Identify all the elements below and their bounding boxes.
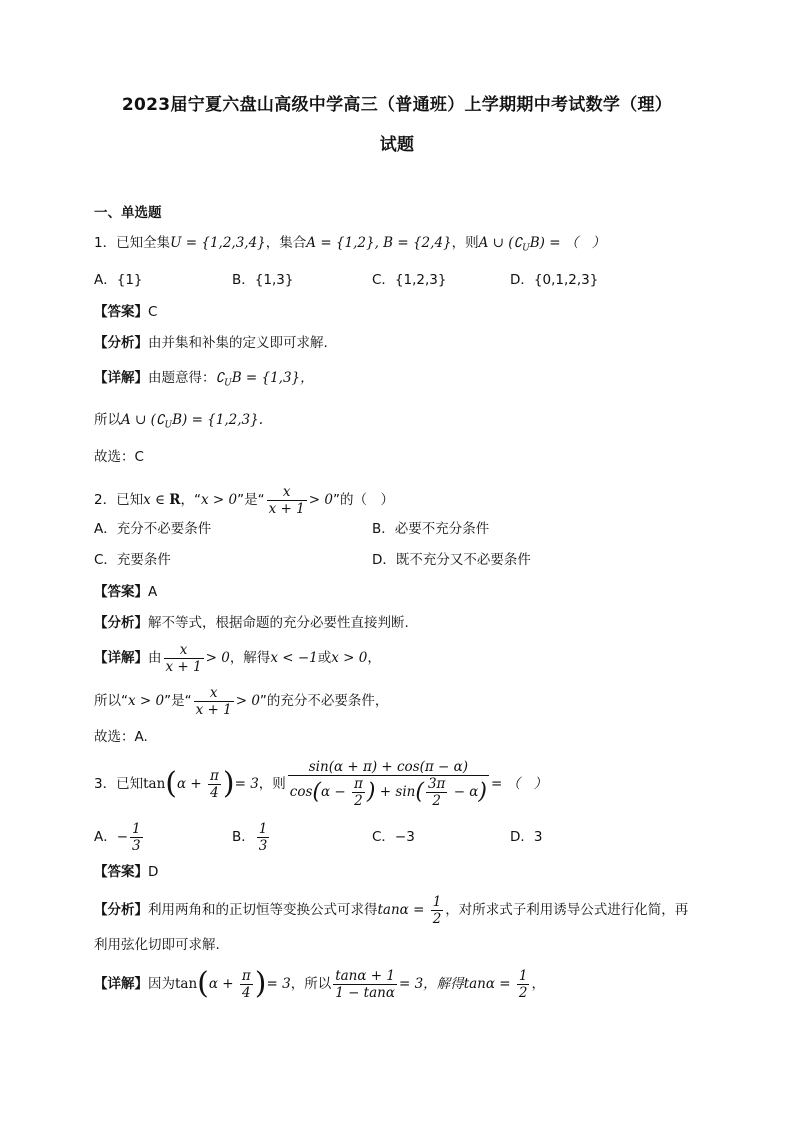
q1-choose: 故选：C (94, 449, 144, 465)
q2-option-a: A．充分不必要条件 (94, 521, 212, 537)
section-heading: 一、单选题 (94, 205, 162, 221)
q3-option-d: D．3 (510, 829, 543, 845)
doc-title-line2: 试题 (379, 135, 415, 155)
q2-option-b: B．必要不充分条件 (372, 521, 490, 537)
q3-option-c: C．−3 (372, 829, 415, 845)
doc-title-line1: 2023届宁夏六盘山高级中学高三（普通班）上学期期中考试数学（理） (121, 95, 673, 115)
q2-option-c: C．充要条件 (94, 552, 171, 568)
q1-option-c: C．{1,2,3} (372, 272, 447, 288)
q3-analysis-line2: 利用弦化切即可求解. (94, 937, 220, 953)
q3-big-fraction: sin(α + π) + cos(π − α) cos(α − $\frac{\pi}{2}$ ) + sin( $\frac{3\pi}{2}$ − α) (289, 759, 488, 809)
q3-analysis: 【分析】利用两角和的正切恒等变换公式可求得tanα = $\frac{1}{2}$ ，对所求式子利用诱导公式进行化简，再 (94, 893, 689, 927)
q1-stem: 1．已知全集U = {1,2,3,4}，集合A = {1,2}, B = {2,4}，则A ∪ $(∁_UB)$ = （ ） (94, 235, 606, 254)
q2-choose: 故选：A. (94, 729, 148, 745)
q3-answer: 【答案】D (94, 864, 159, 880)
q3-option-b: B． $\frac{1}{3}$ (232, 820, 268, 854)
q2-analysis: 【分析】解不等式，根据命题的充分必要性直接判断. (94, 615, 409, 631)
q2-fraction: $\frac{x}{x + 1}$ (268, 483, 305, 517)
q1-option-b: B．{1,3} (232, 272, 294, 288)
q2-detail: 【详解】由 $\frac{x}{x + 1}$ > 0，解得x < −1或x > 0， (94, 641, 381, 675)
q2-stem: 2．已知x ∈ R，“x > 0”是“ $\frac{x}{x + 1}$ > 0”的（ ） (94, 483, 394, 517)
q3-detail: 【详解】因为tan(α + $\frac{\pi}{4}$ )= 3，所以 $\frac{\tan\alpha + 1}{1 - \tan\alpha}$ = 3，解得tanα = $\frac{1}{2}$ ， (94, 966, 545, 1001)
q1-analysis: 【分析】由并集和补集的定义即可求解. (94, 335, 328, 351)
q1-answer: 【答案】C (94, 304, 158, 320)
q2-option-d: D．既不充分又不必要条件 (372, 552, 531, 568)
q2-detail-line2: 所以“x > 0”是“ $\frac{x}{x + 1}$ > 0”的充分不必要条件， (94, 684, 389, 718)
q1-detail: 【详解】由题意得：$∁_UB = \{1,3\}$， (94, 370, 314, 389)
q2-answer: 【答案】A (94, 584, 158, 600)
q1-option-a: A．{1} (94, 272, 143, 288)
q1-option-d: D．{0,1,2,3} (510, 272, 599, 288)
q3-option-a: A．− $\frac{1}{3}$ (94, 820, 141, 854)
q3-stem: 3．已知tan(α + $\frac{\pi}{4}$ )= 3，则 sin(α + π) + cos(π − α) cos(α − $\frac{\pi}{2}$ ) + sin( $\frac{3\pi}{2}$ − α) = （ ） (94, 759, 548, 809)
q1-detail-line2: 所以A ∪ $(∁_UB) = \{1,2,3\}$. (94, 412, 263, 431)
